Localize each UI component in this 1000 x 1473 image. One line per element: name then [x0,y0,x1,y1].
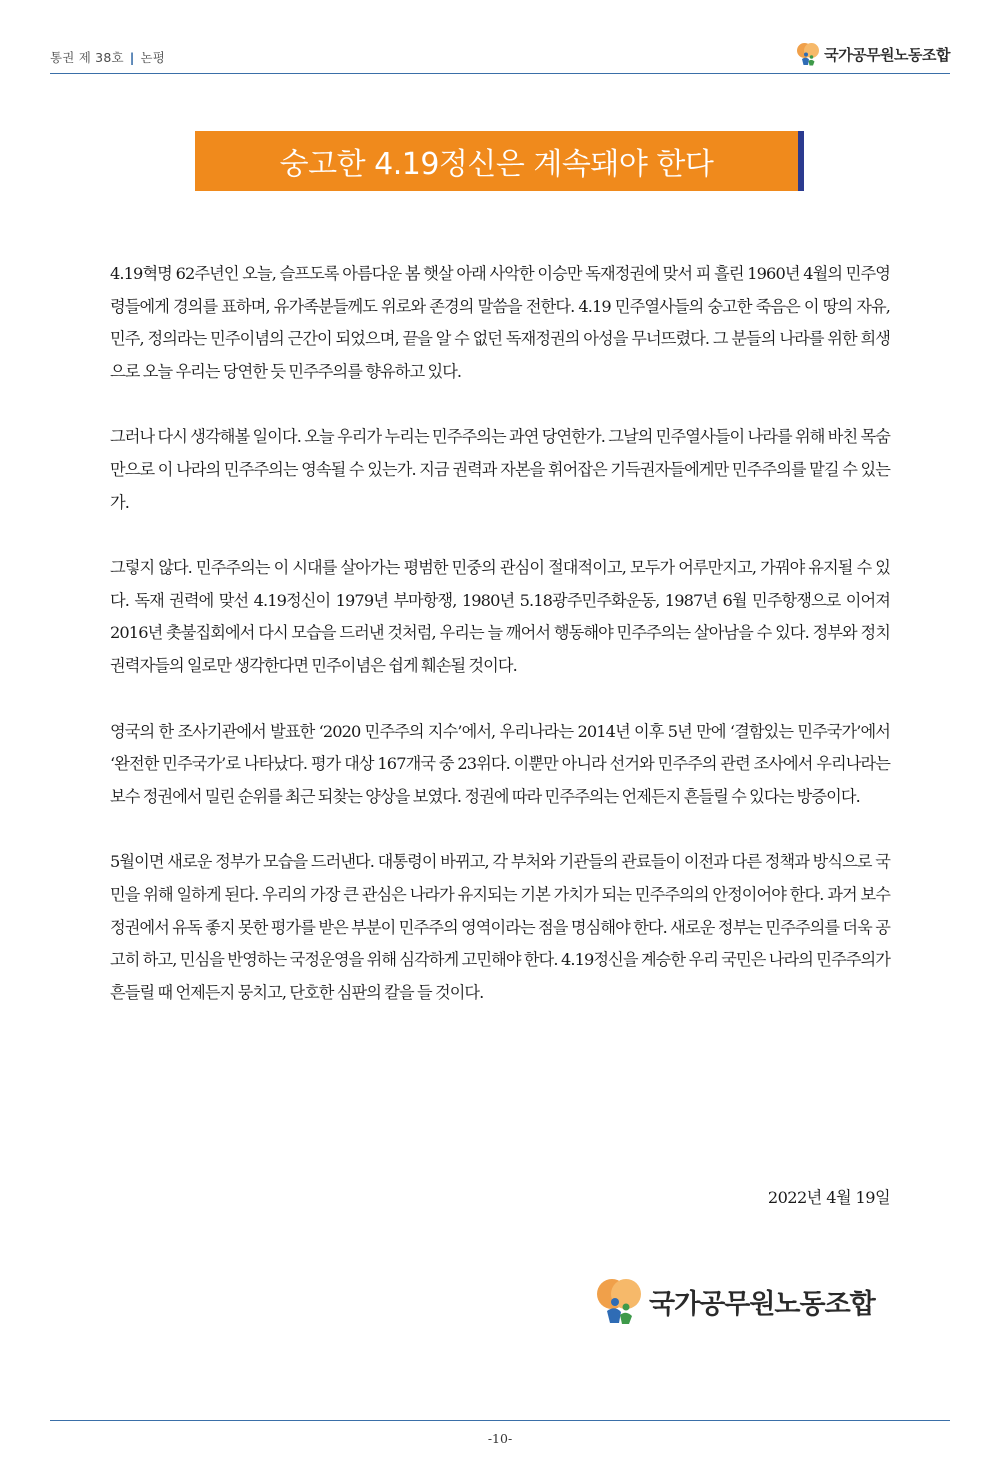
header-separator: | [129,50,135,65]
footer-divider [50,1420,950,1421]
publication-date: 2022년 4월 19일 [767,1188,890,1207]
paragraph: 그렇지 않다. 민주주의는 이 시대를 살아가는 평범한 민중의 관심이 절대적이고, 모두가 어루만지고, 가꿔야 유지될 수 있다. 독재 권력에 맞선 4.19정신이 1979년 부마항쟁, 1980년 5.18광주민주화운동, 1987년 6월 민주항쟁으로 이어져 2016년 촛불집회에서 다시 모습을 드러낸 것처럼, 우리는 늘 깨어서 행동해야 민주주의는 살아남을 수 있다. 정부와 정치 권력자들의 일로만 생각한다면 민주이념은 쉽게 훼손될 것이다. [110,558,890,675]
paragraph: 그러나 다시 생각해볼 일이다. 오늘 우리가 누리는 민주주의는 과연 당연한가. 그날의 민주열사들이 나라를 위해 바친 목숨만으로 이 나라의 민주주의는 영속될 수 있는가. 지금 권력과 자본을 휘어잡은 기득권자들에게만 민주주의를 맡길 수 있는가. [110,427,890,512]
issue-info [50,48,165,66]
paragraph: 4.19혁명 62주년인 오늘, 슬프도록 아름다운 봄 햇살 아래 사악한 이승만 독재정권에 맞서 피 흘린 1960년 4월의 민주영령들에게 경의를 표하며, 유가족분들께도 위로와 존경의 말씀을 전한다. 4.19 민주열사들의 숭고한 죽음은 이 땅의 자유, 민주, 정의라는 민주이념의 근간이 되었으며, 끝을 알 수 없던 독재정권의 아성을 무너뜨렸다. 그 분들의 나라를 위한 희생으로 오늘 우리는 당연한 듯 민주주의를 향유하고 있다. [110,264,890,381]
title-banner-box [195,131,798,191]
header-divider [50,73,950,74]
footer-logo [595,1275,895,1327]
page-number: -10- [487,1431,513,1446]
section-label: 논평 [140,50,166,65]
footer-logo-text: 국가공무원노동조합 [649,1288,875,1320]
article-body [110,258,890,1042]
union-logo-icon [595,1275,643,1327]
paragraph: 5월이면 새로운 정부가 모습을 드러낸다. 대통령이 바뀌고, 각 부처와 기관들의 관료들이 이전과 다른 정책과 방식으로 국민을 위해 일하게 된다. 우리의 가장 큰 관심은 나라가 유지되는 기본 가치가 되는 민주주의의 안정이어야 한다. 과거 보수 정권에서 유독 좋지 못한 평가를 받은 부분이 민주주의 영역이라는 점을 명심해야 한다. 새로운 정부는 민주주의를 더욱 공고히 하고, 민심을 반영하는 국정운영을 위해 심각하게 고민해야 한다. 4.19정신을 계승한 우리 국민은 나라의 민주주의가 흔들릴 때 언제든지 뭉치고, 단호한 심판의 칼을 들 것이다. [110,852,890,1002]
paragraph: 영국의 한 조사기관에서 발표한 ‘2020 민주주의 지수’에서, 우리나라는 2014년 이후 5년 만에 ‘결함있는 민주국가’에서 ‘완전한 민주국가’로 나타났다. 평가 대상 167개국 중 23위다. 이뿐만 아니라 선거와 민주주의 관련 조사에서 우리나라는 보수 정권에서 밀린 순위를 최근 되찾는 양상을 보였다. 정권에 따라 민주주의는 언제든지 흔들릴 수 있다는 방증이다. [110,721,890,806]
header-logo [796,40,950,68]
union-logo-icon [796,41,820,67]
header-logo-text: 국가공무원노동조합 [824,45,950,64]
page-title: 숭고한 4.19정신은 계속돼야 한다 [279,147,714,182]
page-header [50,40,950,70]
issue-number: 통권 제 38호 [50,50,124,65]
title-banner [195,131,804,191]
